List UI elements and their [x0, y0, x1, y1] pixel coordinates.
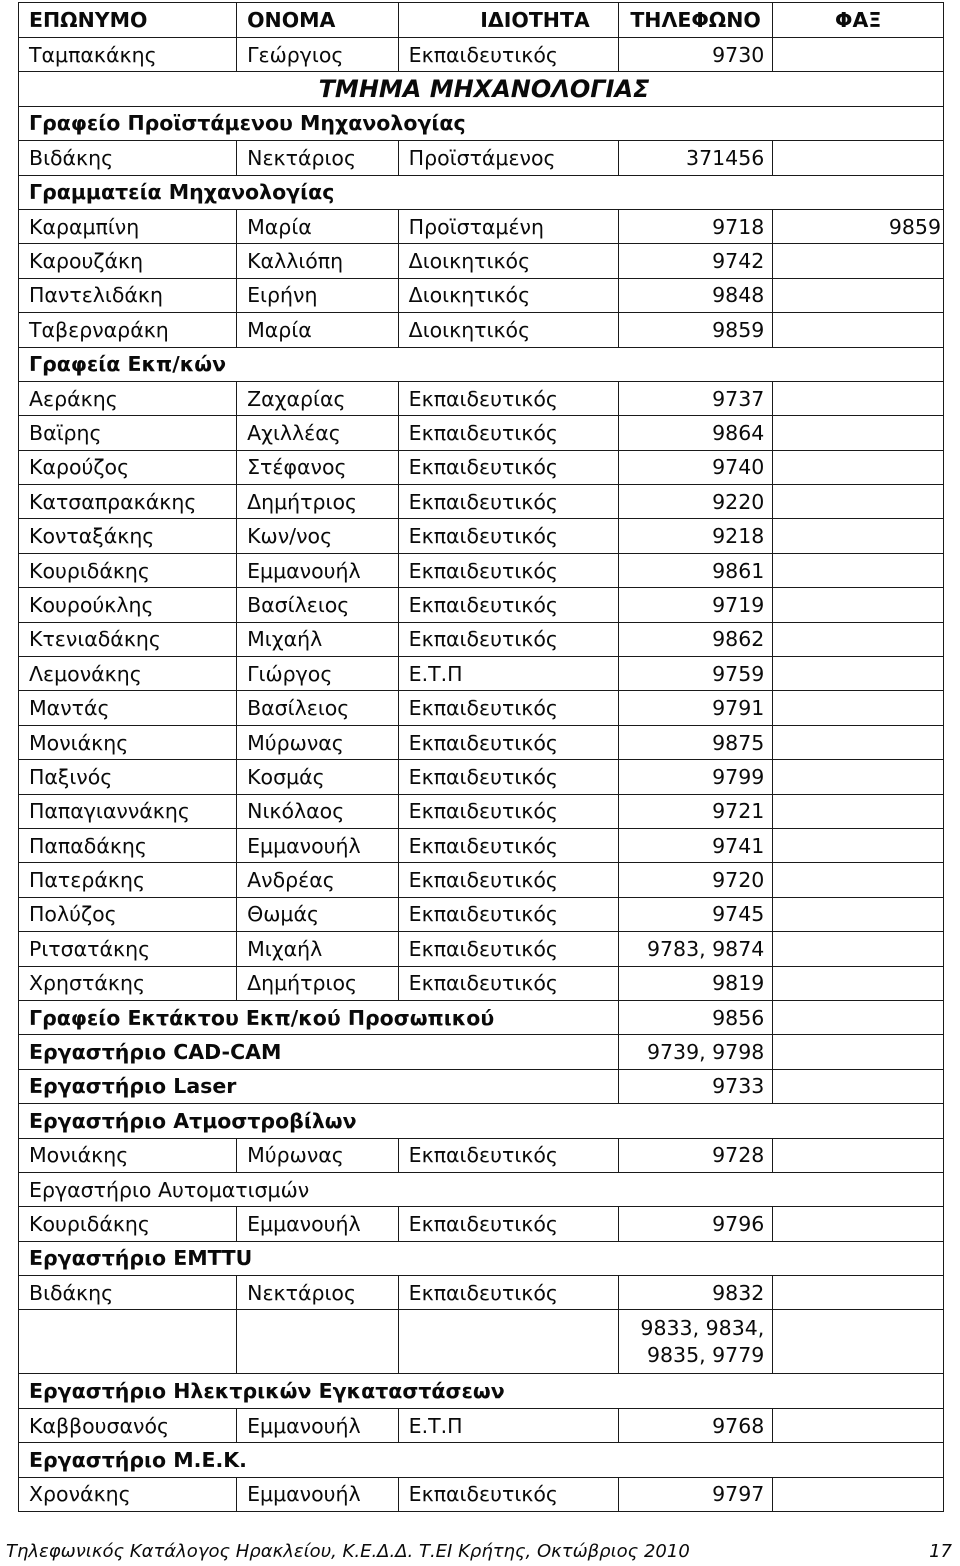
- surname-cell: Κατσαπρακάκης: [19, 485, 237, 519]
- section-title: Γραφεία Εκπ/κών: [19, 347, 944, 381]
- surname-cell: Κουρούκλης: [19, 588, 237, 622]
- surname-cell: Παπαδάκης: [19, 828, 237, 862]
- surname-cell: Κονταξάκης: [19, 519, 237, 553]
- surname-cell: Χρονάκης: [19, 1477, 237, 1511]
- phone-cell: 9745: [618, 897, 773, 931]
- role-cell: Εκπαιδευτικός: [398, 828, 618, 862]
- name-cell: Μαρία: [237, 313, 399, 347]
- phone-cell: 9832: [618, 1276, 773, 1310]
- table-row: [19, 1477, 944, 1511]
- role-cell: Εκπαιδευτικός: [398, 416, 618, 450]
- surname-cell: Κουριδάκης: [19, 553, 237, 587]
- role-cell: Εκπαιδευτικός: [398, 966, 618, 1000]
- header-phone: ΤΗΛΕΦΩΝΟ: [618, 3, 773, 38]
- phone-cell: 9819: [618, 966, 773, 1000]
- fax-cell: [773, 794, 944, 828]
- role-cell: Εκπαιδευτικός: [398, 553, 618, 587]
- role-cell: Εκπαιδευτικός: [398, 381, 618, 415]
- table-row: [19, 278, 944, 312]
- role-cell: Εκπαιδευτικός: [398, 38, 618, 72]
- fax-cell: [773, 760, 944, 794]
- phone-cell: 9740: [618, 450, 773, 484]
- fax-cell: [773, 485, 944, 519]
- section-row: [19, 1172, 944, 1206]
- surname-cell: Παντελιδάκη: [19, 278, 237, 312]
- name-cell: Βασίλειος: [237, 588, 399, 622]
- name-cell: Μύρωνας: [237, 1138, 399, 1172]
- phone-cell: 9719: [618, 588, 773, 622]
- phone-cell: 9862: [618, 622, 773, 656]
- role-cell: Διοικητικός: [398, 313, 618, 347]
- fax-cell: [773, 244, 944, 278]
- section-row: [19, 1035, 944, 1069]
- section-title: Γραμματεία Μηχανολογίας: [19, 175, 944, 209]
- fax-cell: [773, 450, 944, 484]
- phone-cell: 9728: [618, 1138, 773, 1172]
- table-row: [19, 450, 944, 484]
- phone-cell: 9848: [618, 278, 773, 312]
- role-cell: Ε.Τ.Π: [398, 657, 618, 691]
- fax-cell: [773, 1069, 944, 1103]
- fax-cell: [773, 588, 944, 622]
- table-row: [19, 416, 944, 450]
- surname-cell: Ταβερναράκη: [19, 313, 237, 347]
- phone-cell: 9730: [618, 38, 773, 72]
- role-cell: Εκπαιδευτικός: [398, 794, 618, 828]
- surname-cell: Πατεράκης: [19, 863, 237, 897]
- phone-cell: 9768: [618, 1408, 773, 1442]
- phone-cell: 9791: [618, 691, 773, 725]
- role-cell: Διοικητικός: [398, 278, 618, 312]
- table-row: [19, 932, 944, 966]
- fax-cell: [773, 1408, 944, 1442]
- role-cell: Εκπαιδευτικός: [398, 932, 618, 966]
- surname-cell: Ριτσατάκης: [19, 932, 237, 966]
- name-cell: Μιχαήλ: [237, 622, 399, 656]
- table-row: [19, 966, 944, 1000]
- fax-cell: [773, 1207, 944, 1241]
- surname-cell: Πολύζος: [19, 897, 237, 931]
- phone-cell: 9859: [618, 313, 773, 347]
- fax-cell: [773, 1477, 944, 1511]
- fax-cell: [773, 863, 944, 897]
- name-cell: Νικόλαος: [237, 794, 399, 828]
- section-row: [19, 106, 944, 140]
- phone-cell: 9796: [618, 1207, 773, 1241]
- header-row: [19, 3, 944, 38]
- header-surname: ΕΠΩΝΥΜΟ: [19, 3, 237, 38]
- page-number: 17: [929, 1541, 952, 1562]
- phone-cell: 9861: [618, 553, 773, 587]
- phone-cell: 9741: [618, 828, 773, 862]
- phone-cell: 9742: [618, 244, 773, 278]
- fax-cell: [773, 141, 944, 175]
- section-row: [19, 1241, 944, 1275]
- department-row: [19, 72, 944, 106]
- fax-cell: [773, 278, 944, 312]
- surname-cell: Κουριδάκης: [19, 1207, 237, 1241]
- table-row: [19, 519, 944, 553]
- table-row: [19, 1408, 944, 1442]
- phone-cell: 9733: [618, 1069, 773, 1103]
- section-title: Γραφείο Εκτάκτου Εκπ/κού Προσωπικού: [19, 1000, 619, 1034]
- name-cell: Μαρία: [237, 209, 399, 243]
- fax-cell: [773, 725, 944, 759]
- role-cell: Προϊσταμένη: [398, 209, 618, 243]
- name-cell: Εμμανουήλ: [237, 1477, 399, 1511]
- fax-cell: [773, 1138, 944, 1172]
- surname-cell: Καραμπίνη: [19, 209, 237, 243]
- role-cell: Ε.Τ.Π: [398, 1408, 618, 1442]
- surname-cell: Αεράκης: [19, 381, 237, 415]
- phone-cell: 9759: [618, 657, 773, 691]
- phone-cell: [618, 1310, 773, 1374]
- section-title: Εργαστήριο Ατμοστροβίλων: [19, 1104, 944, 1138]
- table-row: [19, 1207, 944, 1241]
- role-cell: Εκπαιδευτικός: [398, 485, 618, 519]
- phone-line: 9833, 9834,: [640, 1315, 765, 1340]
- name-cell: Κοσμάς: [237, 760, 399, 794]
- surname-cell: Καρούζος: [19, 450, 237, 484]
- table-row: [19, 141, 944, 175]
- fax-cell: [773, 828, 944, 862]
- table-row: [19, 760, 944, 794]
- table-row: [19, 209, 944, 243]
- table-row: [19, 381, 944, 415]
- fax-cell: [773, 381, 944, 415]
- surname-cell: Καρουζάκη: [19, 244, 237, 278]
- table-row: [19, 863, 944, 897]
- name-cell: Νεκτάριος: [237, 141, 399, 175]
- role-cell: Εκπαιδευτικός: [398, 691, 618, 725]
- role-cell: Εκπαιδευτικός: [398, 450, 618, 484]
- table-row: [19, 1138, 944, 1172]
- role-cell: Εκπαιδευτικός: [398, 1138, 618, 1172]
- fax-cell: [773, 1035, 944, 1069]
- phone-cell: 9721: [618, 794, 773, 828]
- name-cell: Μύρωνας: [237, 725, 399, 759]
- table-row: [19, 244, 944, 278]
- role-cell: Διοικητικός: [398, 244, 618, 278]
- name-cell: [237, 1310, 399, 1374]
- phone-cell: 371456: [618, 141, 773, 175]
- section-title: Εργαστήριο Laser: [19, 1069, 619, 1103]
- name-cell: Εμμανουήλ: [237, 1207, 399, 1241]
- fax-cell: [773, 966, 944, 1000]
- table-row: [19, 1276, 944, 1310]
- role-cell: Εκπαιδευτικός: [398, 1207, 618, 1241]
- header-role: ΙΔΙΟΤΗΤΑ: [398, 3, 618, 38]
- phone-line: 9835, 9779: [646, 1342, 765, 1367]
- table-row: [19, 553, 944, 587]
- name-cell: Ανδρέας: [237, 863, 399, 897]
- surname-cell: Βιδάκης: [19, 141, 237, 175]
- name-cell: Δημήτριος: [237, 966, 399, 1000]
- fax-cell: [773, 932, 944, 966]
- table-row: [19, 691, 944, 725]
- phone-cell: 9797: [618, 1477, 773, 1511]
- surname-cell: Κτενιαδάκης: [19, 622, 237, 656]
- phone-cell: 9799: [618, 760, 773, 794]
- role-cell: Εκπαιδευτικός: [398, 897, 618, 931]
- table-row: [19, 725, 944, 759]
- phone-cell: 9220: [618, 485, 773, 519]
- footer-text: Τηλεφωνικός Κατάλογος Ηρακλείου, Κ.Ε.Δ.Δ. Τ.ΕΙ Κρήτης, Οκτώβριος 2010: [6, 1541, 690, 1562]
- section-title: Εργαστήριο Ηλεκτρικών Εγκαταστάσεων: [19, 1374, 944, 1408]
- phone-directory-table: [18, 2, 944, 1512]
- name-cell: Εμμανουήλ: [237, 553, 399, 587]
- name-cell: Μιχαήλ: [237, 932, 399, 966]
- phone-cell: 9864: [618, 416, 773, 450]
- surname-cell: Λεμονάκης: [19, 657, 237, 691]
- section-row: [19, 347, 944, 381]
- page-footer: [0, 1541, 960, 1565]
- name-cell: Δημήτριος: [237, 485, 399, 519]
- surname-cell: Βιδάκης: [19, 1276, 237, 1310]
- role-cell: Εκπαιδευτικός: [398, 1276, 618, 1310]
- phone-cell: 9875: [618, 725, 773, 759]
- name-cell: Θωμάς: [237, 897, 399, 931]
- table-row: [19, 794, 944, 828]
- section-title: Εργαστήριο Μ.Ε.Κ.: [19, 1443, 944, 1477]
- section-row: [19, 1443, 944, 1477]
- name-cell: Κων/νος: [237, 519, 399, 553]
- surname-cell: Καββουσανός: [19, 1408, 237, 1442]
- table-row: [19, 313, 944, 347]
- table-row: [19, 657, 944, 691]
- header-name: ΟΝΟΜΑ: [237, 3, 399, 38]
- name-cell: Εμμανουήλ: [237, 828, 399, 862]
- phone-cell: 9783, 9874: [618, 932, 773, 966]
- surname-cell: Χρηστάκης: [19, 966, 237, 1000]
- role-cell: Εκπαιδευτικός: [398, 725, 618, 759]
- phone-cell: 9718: [618, 209, 773, 243]
- fax-cell: [773, 1310, 944, 1374]
- role-cell: Εκπαιδευτικός: [398, 1477, 618, 1511]
- surname-cell: Ταμπακάκης: [19, 38, 237, 72]
- role-cell: Εκπαιδευτικός: [398, 588, 618, 622]
- phone-cell: 9720: [618, 863, 773, 897]
- surname-cell: Μονιάκης: [19, 1138, 237, 1172]
- fax-cell: [773, 1276, 944, 1310]
- role-cell: [398, 1310, 618, 1374]
- section-title: Γραφείο Προϊστάμενου Μηχανολογίας: [19, 106, 944, 140]
- phone-cell: 9218: [618, 519, 773, 553]
- table-row: [19, 897, 944, 931]
- fax-cell: [773, 313, 944, 347]
- name-cell: Εμμανουήλ: [237, 1408, 399, 1442]
- section-row: [19, 1374, 944, 1408]
- surname-cell: Μαντάς: [19, 691, 237, 725]
- role-cell: Εκπαιδευτικός: [398, 760, 618, 794]
- phone-cell: 9737: [618, 381, 773, 415]
- name-cell: Γιώργος: [237, 657, 399, 691]
- fax-cell: 9859: [773, 209, 944, 243]
- fax-cell: [773, 657, 944, 691]
- fax-cell: [773, 897, 944, 931]
- fax-cell: [773, 622, 944, 656]
- fax-cell: [773, 416, 944, 450]
- department-title: ΤΜΗΜΑ ΜΗΧΑΝΟΛΟΓΙΑΣ: [19, 72, 944, 106]
- surname-cell: Παπαγιαννάκης: [19, 794, 237, 828]
- section-row: [19, 1069, 944, 1103]
- name-cell: Νεκτάριος: [237, 1276, 399, 1310]
- table-row: [19, 828, 944, 862]
- role-cell: Προϊστάμενος: [398, 141, 618, 175]
- header-fax: ΦΑΞ: [773, 3, 944, 38]
- fax-cell: [773, 519, 944, 553]
- role-cell: Εκπαιδευτικός: [398, 519, 618, 553]
- surname-cell: Βαϊρης: [19, 416, 237, 450]
- fax-cell: [773, 691, 944, 725]
- table-row: [19, 622, 944, 656]
- role-cell: Εκπαιδευτικός: [398, 622, 618, 656]
- phone-cell: 9856: [618, 1000, 773, 1034]
- name-cell: Στέφανος: [237, 450, 399, 484]
- fax-cell: [773, 38, 944, 72]
- section-title: Εργαστήριο CAD-CAM: [19, 1035, 619, 1069]
- section-row: [19, 1104, 944, 1138]
- name-cell: Καλλιόπη: [237, 244, 399, 278]
- table-row: [19, 588, 944, 622]
- table-row: [19, 38, 944, 72]
- fax-cell: [773, 553, 944, 587]
- table-row: [19, 1310, 944, 1374]
- directory-body: [19, 38, 944, 1512]
- section-title: Εργαστήριο ΕΜΤΤU: [19, 1241, 944, 1275]
- fax-cell: [773, 1000, 944, 1034]
- name-cell: Ειρήνη: [237, 278, 399, 312]
- role-cell: Εκπαιδευτικός: [398, 863, 618, 897]
- phone-cell: 9739, 9798: [618, 1035, 773, 1069]
- surname-cell: [19, 1310, 237, 1374]
- name-cell: Βασίλειος: [237, 691, 399, 725]
- name-cell: Ζαχαρίας: [237, 381, 399, 415]
- name-cell: Γεώργιος: [237, 38, 399, 72]
- surname-cell: Παξινός: [19, 760, 237, 794]
- section-row: [19, 1000, 944, 1034]
- section-title: Εργαστήριο Αυτοματισμών: [19, 1172, 944, 1206]
- name-cell: Αχιλλέας: [237, 416, 399, 450]
- section-row: [19, 175, 944, 209]
- surname-cell: Μονιάκης: [19, 725, 237, 759]
- table-row: [19, 485, 944, 519]
